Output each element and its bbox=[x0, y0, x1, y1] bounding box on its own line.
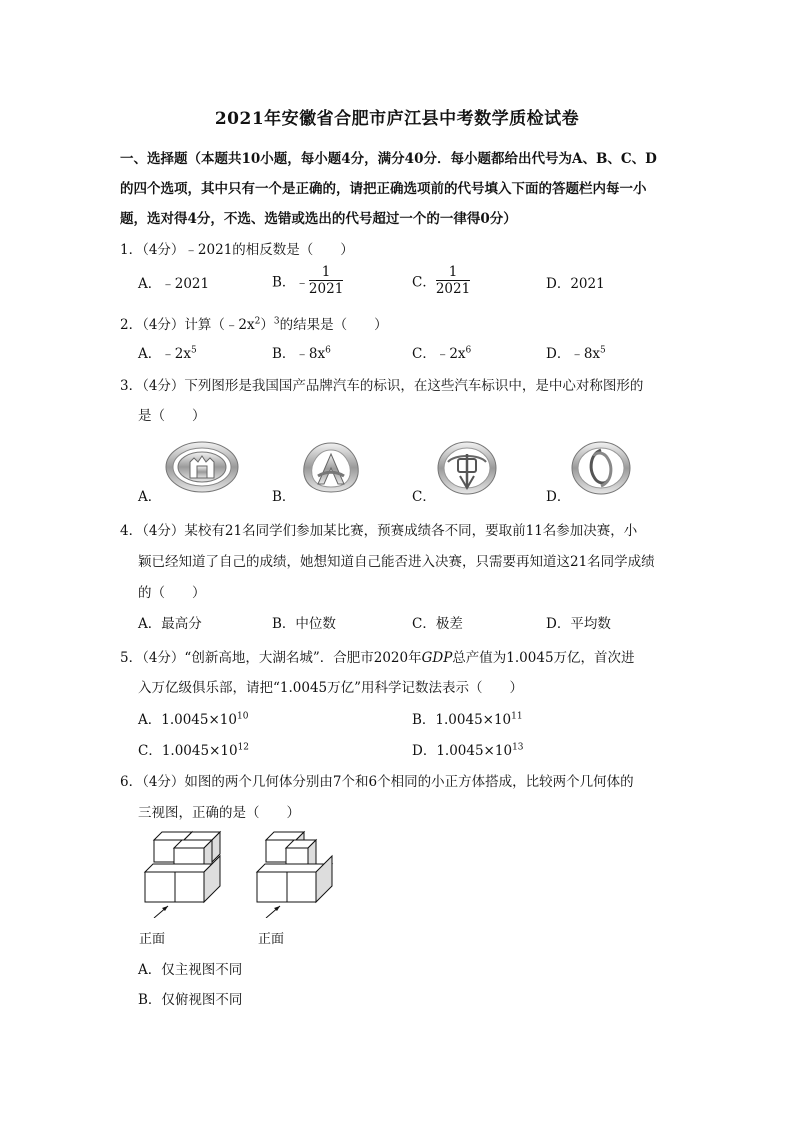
q4-option-a: A．最高分 bbox=[138, 616, 202, 632]
q2-stem-mid: ） bbox=[260, 317, 274, 333]
q2-stem bbox=[120, 313, 388, 333]
q2-option-b-base: B．﹣8x bbox=[272, 346, 326, 362]
q2-stem-sup2: 3 bbox=[273, 316, 280, 327]
q5-option-a-sup: 10 bbox=[236, 711, 249, 722]
q4-option-d: D．平均数 bbox=[546, 616, 611, 632]
car-logo-c-icon bbox=[436, 440, 498, 496]
q6-caption-left: 正面 bbox=[139, 932, 166, 947]
q3-line1: 3．（4分）下列图形是我国国产品牌汽车的标识，在这些汽车标识中，是中心对称图形的 bbox=[120, 378, 644, 394]
q1-option-d: D．2021 bbox=[546, 276, 605, 292]
q6-option-b: B．仅俯视图不同 bbox=[138, 992, 243, 1008]
q1-option-b-denominator: 2021 bbox=[308, 281, 344, 297]
exam-title: 2021年安徽省合肥市庐江县中考数学质检试卷 bbox=[214, 109, 580, 129]
q1-option-c-numerator: 1 bbox=[436, 264, 470, 281]
q2-option-d-sup: 5 bbox=[600, 345, 606, 356]
q3-line2: 是（ ） bbox=[138, 408, 206, 424]
q2-option-a bbox=[138, 342, 197, 362]
q6-line2: 三视图，正确的是（ ） bbox=[138, 805, 300, 821]
q5-option-c bbox=[138, 739, 249, 759]
q4-option-c: C．极差 bbox=[412, 616, 463, 632]
q1-option-c-fraction bbox=[436, 264, 470, 297]
q5-option-b-base: B．1.0045×10 bbox=[412, 712, 512, 728]
q4-option-b: B．中位数 bbox=[272, 616, 336, 632]
section1-line1: 一、选择题（本题共10小题，每小题4分，满分40分．每小题都给出代号为A、B、C、D bbox=[120, 151, 657, 167]
q1-option-b bbox=[272, 264, 343, 297]
q3-option-c: C． bbox=[412, 489, 436, 505]
q2-stem-sup1: 2 bbox=[254, 316, 261, 327]
q4-line2: 颖已经知道了自己的成绩，她想知道自己能否进入决赛，只需要再知道这21名同学成绩 bbox=[138, 554, 655, 570]
q5-option-d bbox=[412, 739, 524, 759]
cube-figure-right bbox=[252, 826, 342, 918]
q1-option-c-prefix: C． bbox=[412, 274, 436, 291]
q3-option-b: B． bbox=[272, 489, 296, 505]
q2-option-c bbox=[412, 342, 471, 362]
q4-line3: 的（ ） bbox=[138, 585, 206, 601]
q2-stem-suffix: 的结果是（ ） bbox=[279, 317, 388, 333]
q1-option-a: A．﹣2021 bbox=[138, 276, 210, 292]
q1-option-b-numerator: 1 bbox=[309, 264, 343, 281]
q2-option-d bbox=[546, 342, 606, 362]
q6-line1: 6．（4分）如图的两个几何体分别由7个和6个相同的小正方体搭成，比较两个几何体的 bbox=[120, 774, 634, 790]
q5-line1-suffix: 总产值为1.0045万亿，首次进 bbox=[452, 650, 635, 666]
q2-option-a-base: A．﹣2x bbox=[138, 346, 191, 362]
q3-option-d: D． bbox=[546, 489, 571, 505]
q6-caption-right: 正面 bbox=[258, 932, 285, 947]
q5-option-d-base: D．1.0045×10 bbox=[412, 743, 513, 759]
q5-option-a-base: A．1.0045×10 bbox=[138, 712, 237, 728]
q5-option-c-sup: 12 bbox=[237, 742, 250, 753]
car-logo-b-icon bbox=[298, 440, 364, 496]
q1-option-b-fraction bbox=[309, 264, 343, 297]
q1-stem: 1．（4分）﹣2021的相反数是（ ） bbox=[120, 242, 354, 258]
q5-option-c-base: C．1.0045×10 bbox=[138, 743, 238, 759]
q5-line1-gdp: GDP bbox=[421, 650, 453, 666]
q4-line1: 4．（4分）某校有21名同学们参加某比赛，预赛成绩各不同，要取前11名参加决赛，小 bbox=[120, 523, 638, 539]
q5-line1-prefix: 5．（4分）“创新高地，大湖名城”．合肥市2020年 bbox=[120, 650, 422, 666]
q2-option-a-sup: 5 bbox=[190, 345, 197, 356]
q5-option-d-sup: 13 bbox=[512, 742, 524, 753]
q5-option-a bbox=[138, 708, 248, 728]
cube-figure-left bbox=[140, 826, 230, 918]
q3-option-a: A． bbox=[138, 489, 162, 505]
q2-option-b-sup: 6 bbox=[325, 345, 331, 356]
q5-option-b-sup: 11 bbox=[511, 711, 523, 722]
q2-option-d-base: D．﹣8x bbox=[546, 346, 601, 362]
q5-line2: 入万亿级俱乐部，请把“1.0045万亿”用科学记数法表示（ ） bbox=[138, 680, 524, 696]
q2-option-c-sup: 6 bbox=[465, 345, 472, 356]
section1-line2: 的四个选项，其中只有一个是正确的，请把正确选项前的代号填入下面的答题栏内每一小 bbox=[120, 181, 647, 197]
section1-line3: 题，选对得4分，不选、选错或选出的代号超过一个的一律得0分） bbox=[120, 211, 517, 227]
q5-line1 bbox=[120, 646, 635, 666]
q6-option-a: A．仅主视图不同 bbox=[138, 962, 243, 978]
car-logo-d-icon bbox=[570, 440, 632, 496]
q1-option-b-prefix: B．﹣ bbox=[272, 274, 309, 291]
q2-option-c-base: C．﹣2x bbox=[412, 346, 466, 362]
q2-stem-prefix: 2．（4分）计算（﹣2x bbox=[120, 317, 255, 333]
q2-option-b bbox=[272, 342, 331, 362]
q1-option-c bbox=[412, 264, 470, 297]
q1-option-c-denominator: 2021 bbox=[435, 281, 471, 297]
q5-option-b bbox=[412, 708, 523, 728]
car-logo-a-icon bbox=[164, 440, 240, 494]
